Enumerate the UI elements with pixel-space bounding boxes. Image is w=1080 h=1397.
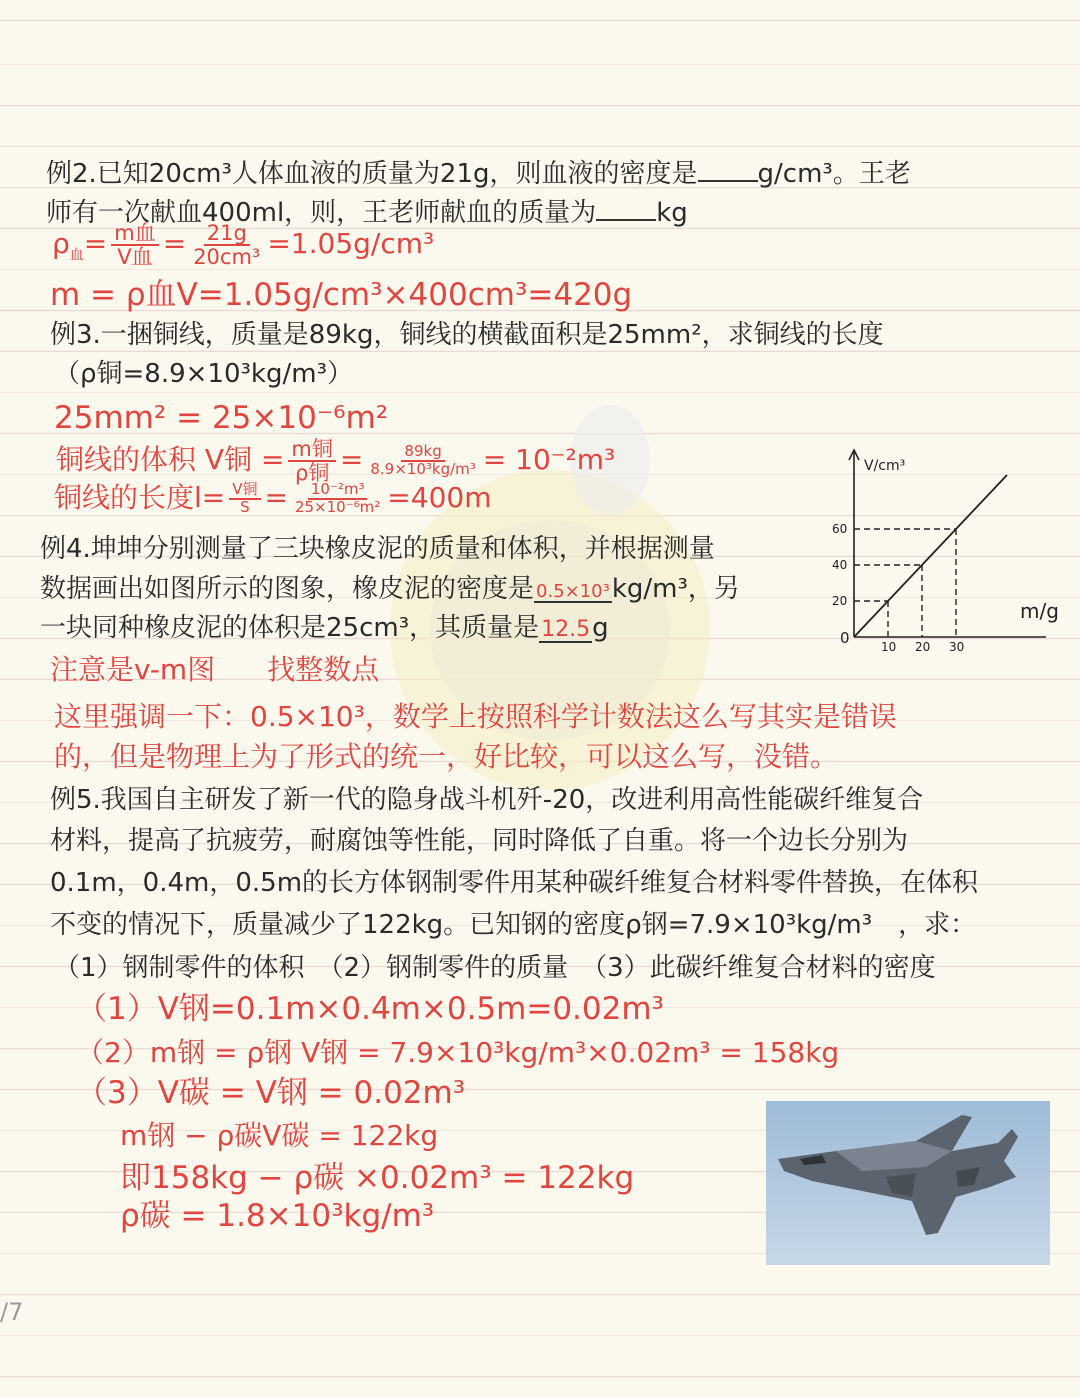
data-series-line: [854, 475, 1007, 637]
ex3-solution-length: 铜线的长度l= $\frac{\text{V铜}}{S}$ = $\frac{\text{10⁻²m³}}{\text{25×10⁻⁶m²}}$ =400m: [54, 480, 492, 516]
fraction: $\frac{\text{10⁻²m³}}{\text{25×10⁻⁶m²}}$: [294, 480, 381, 516]
x-tick-label: 30: [949, 640, 965, 654]
ex5-question-line1: 例5.我国自主研发了新一代的隐身战斗机歼-20，改进利用高性能碳纤维复合: [50, 785, 924, 815]
x-axis-label: m/g: [1020, 599, 1059, 623]
fraction: $\frac{\text{V铜}}{S}$: [229, 482, 260, 516]
fraction: $\frac{\text{m铜}}{\text{ρ铜}}$: [288, 438, 335, 484]
ex4-answer-density: 0.5×10³: [536, 581, 610, 602]
ex4-note-1: 注意是v-m图 找整数点: [50, 653, 380, 686]
v-m-graph: [828, 440, 1073, 655]
ex3-solution-area: 25mm² = 25×10⁻⁶m²: [54, 400, 389, 436]
ex3-solution-volume: 铜线的体积 V铜 = $\frac{\text{m铜}}{\text{ρ铜}}$ = $\frac{89kg}{\text{8.9×10³kg/m³}}$ = 10⁻²m³: [56, 437, 616, 486]
ex5-solution-6: ρ碳 = 1.8×10³kg/m³: [120, 1198, 435, 1234]
x-tick-label: 20: [915, 640, 931, 654]
ex5-solution-5: 即158kg − ρ碳 ×0.02m³ = 122kg: [120, 1160, 635, 1196]
ex4-answer-mass: 12.5: [541, 617, 591, 642]
ex3-question-line2: （ρ铜=8.9×10³kg/m³）: [54, 359, 354, 389]
ex5-question-line5: （1）钢制零件的体积 （2）钢制零件的质量 （3）此碳纤维复合材料的密度: [54, 953, 936, 983]
fraction: $\frac{89kg}{\text{8.9×10³kg/m³}}$: [370, 442, 476, 479]
y-tick-label: 40: [832, 558, 848, 572]
ex5-solution-4: m钢 − ρ碳V碳 = 122kg: [120, 1119, 439, 1152]
origin-label: 0: [840, 629, 850, 647]
ex2-question-line2: 师有一次献血400ml，则，王老师献血的质量为 kg: [46, 198, 688, 228]
ex2-solution-density: $\rho_血=$ $\frac{\text{m血}}{\text{V血}}$ = $\frac{21g}{\text{20cm³}}$ =1.05g/cm³: [52, 221, 435, 270]
ex2-blank-density: [698, 158, 758, 182]
ex5-question-line4: 不变的情况下，质量减少了122kg。已知钢的密度ρ钢=7.9×10³kg/m³ ，求：: [50, 910, 977, 940]
ex2-solution-mass: m = ρ血V=1.05g/cm³×400cm³=420g: [50, 277, 633, 313]
ex4-question-line2: 数据画出如图所示的图象，橡皮泥的密度是 0.5×10³kg/m³，另: [40, 574, 740, 604]
ex5-solution-1: （1）V钢=0.1m×0.4m×0.5m=0.02m³: [76, 991, 664, 1027]
x-tick-label: 10: [881, 640, 897, 654]
fraction: $\frac{\text{m血}}{\text{V血}}$: [111, 222, 158, 268]
ex4-question-line3: 一块同种橡皮泥的体积是25cm³，其质量是12.5g: [40, 613, 609, 643]
ex4-note-2: 这里强调一下：0.5×10³，数学上按照科学计数法这么写其实是错误: [54, 700, 897, 733]
fighter-jet-photo: [766, 1101, 1050, 1265]
y-tick-label: 20: [832, 594, 848, 608]
ex5-question-line3: 0.1m，0.4m，0.5m的长方体钢制零件用某种碳纤维复合材料零件替换，在体积: [50, 868, 979, 898]
ex5-question-line2: 材料，提高了抗疲劳，耐腐蚀等性能，同时降低了自重。将一个边长分别为: [50, 826, 909, 856]
ex4-note-3: 的，但是物理上为了形式的统一，好比较，可以这么写，没错。: [54, 740, 839, 773]
ex4-question-line1: 例4.坤坤分别测量了三块橡皮泥的质量和体积，并根据测量: [40, 534, 715, 564]
fraction: $\frac{21g}{\text{20cm³}}$: [193, 221, 261, 270]
y-axis-label: V/cm³: [864, 458, 906, 474]
ex2-blank-mass: [596, 197, 656, 221]
page-number: /7: [0, 1298, 24, 1326]
ex2-question-line1: 例2.已知20cm³人体血液的质量为21g，则血液的密度是 g/cm³。王老: [46, 159, 911, 189]
ex5-solution-3: （3）V碳 = V钢 = 0.02m³: [76, 1075, 466, 1111]
y-tick-label: 60: [832, 522, 848, 536]
ex5-solution-2: （2）m钢 = ρ钢 V钢 = 7.9×10³kg/m³×0.02m³ = 158kg: [76, 1036, 840, 1069]
ex3-question-line1: 例3.一捆铜线，质量是89kg，铜线的横截面积是25mm²，求铜线的长度: [50, 320, 884, 350]
